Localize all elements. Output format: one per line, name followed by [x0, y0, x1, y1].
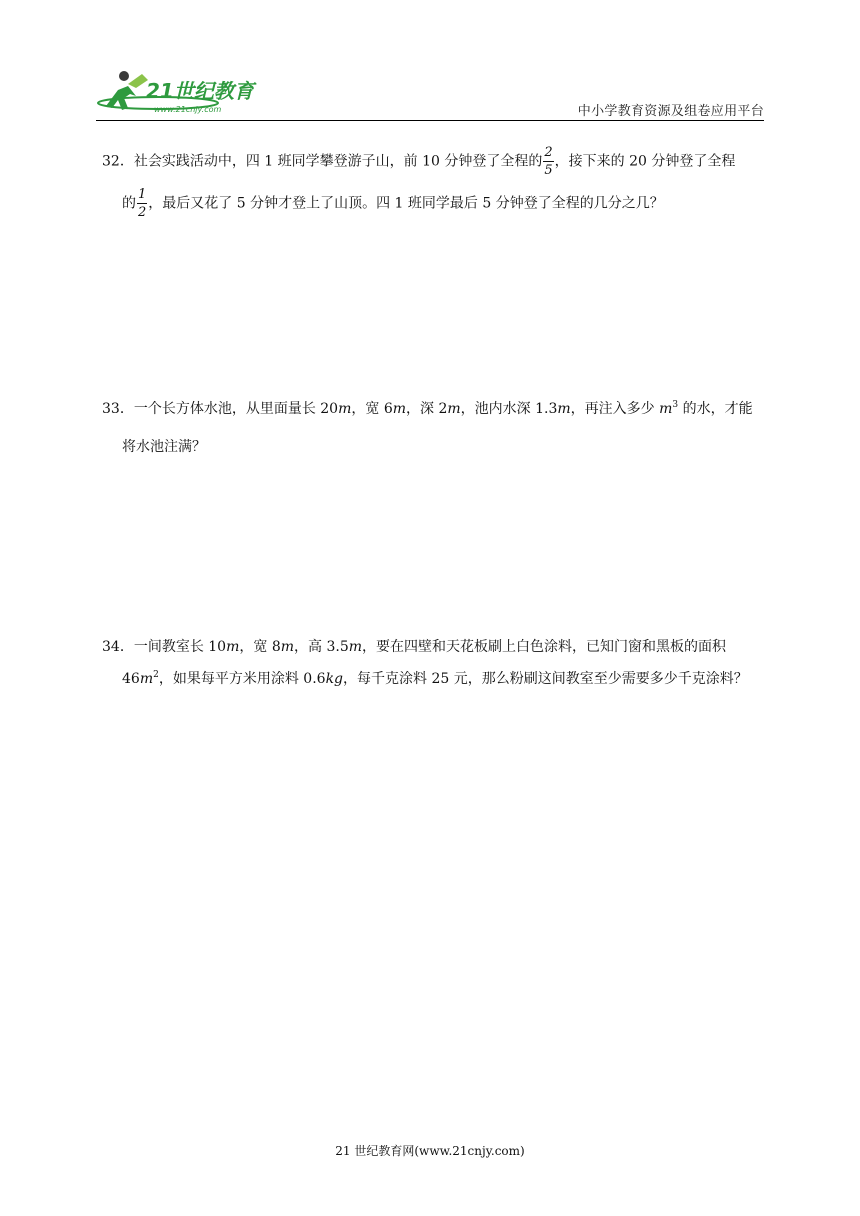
unit: m [392, 401, 407, 417]
fraction-denominator: 5 [544, 163, 553, 178]
question-text: ，最后又花了 5 分钟才登上了山顶。四 1 班同学最后 5 分钟登了全程的几分之几？ [148, 195, 664, 212]
unit: m [280, 639, 295, 655]
unit: m [338, 401, 352, 417]
question-text: 一个长方体水池，从里面量长 20 [133, 401, 339, 417]
logo-url: www.21cnjy.com [154, 105, 222, 114]
question-number: 33． [102, 401, 134, 417]
platform-name: 中小学教育资源及组卷应用平台 [577, 104, 764, 119]
question-32-line-2 [122, 188, 664, 219]
question-33-line-2 [122, 436, 206, 456]
question-text: 的水，才能 [678, 401, 753, 417]
question-text: ，要在四壁和天花板刷上白色涂料，已知门窗和黑板的面积 [362, 639, 727, 655]
question-32-line-1 [102, 146, 735, 177]
question-text: ，宽 6 [351, 401, 393, 417]
header-divider [96, 120, 764, 121]
unit: m [447, 401, 461, 417]
exponent: 3 [672, 400, 679, 410]
unit: m [659, 401, 673, 417]
fraction-one-half [137, 188, 147, 219]
question-33 [102, 398, 764, 458]
logo-text: 21世纪教育 [146, 79, 254, 103]
unit: m [557, 401, 571, 417]
question-text: ，再注入多少 [570, 401, 660, 417]
question-text: 46 [122, 671, 140, 687]
question-32 [102, 140, 764, 220]
question-text: 社会实践活动中，四 1 班同学攀登游子山，前 10 分钟登了全程的 [133, 153, 543, 170]
question-33-line-1 [102, 398, 753, 418]
unit: kg [325, 671, 344, 687]
question-text: ，高 3.5 [294, 639, 349, 655]
question-number: 34． [102, 639, 134, 655]
fraction-denominator: 2 [138, 205, 147, 220]
question-text: ，深 2 [406, 401, 448, 417]
unit: m [226, 639, 240, 655]
question-text: ，宽 8 [239, 639, 281, 655]
site-logo [96, 66, 276, 120]
exponent: 2 [153, 670, 159, 680]
question-34 [102, 636, 764, 696]
page-footer: 21 世纪教育网(www.21cnjy.com) [335, 1144, 525, 1158]
question-text: ，如果每平方米用涂料 0.6 [158, 671, 326, 687]
unit: m [139, 671, 154, 687]
question-34-line-2 [122, 668, 748, 688]
question-text: ，池内水深 1.3 [460, 401, 558, 417]
unit: m [348, 639, 363, 655]
fraction-numerator: 2 [544, 145, 553, 160]
page-header [96, 66, 764, 120]
fraction-numerator: 1 [138, 187, 147, 202]
question-text: ，接下来的 20 分钟登了全程 [554, 153, 736, 170]
question-text: 的 [122, 195, 136, 212]
question-text: 一间教室长 10 [133, 639, 227, 655]
question-text: ，每千克涂料 25 元，那么粉刷这间教室至少需要多少千克涂料？ [343, 671, 748, 687]
question-text: 将水池注满？ [122, 439, 206, 455]
question-34-line-1 [102, 636, 726, 656]
fraction-two-fifths [543, 146, 553, 177]
question-number: 32． [102, 153, 134, 170]
